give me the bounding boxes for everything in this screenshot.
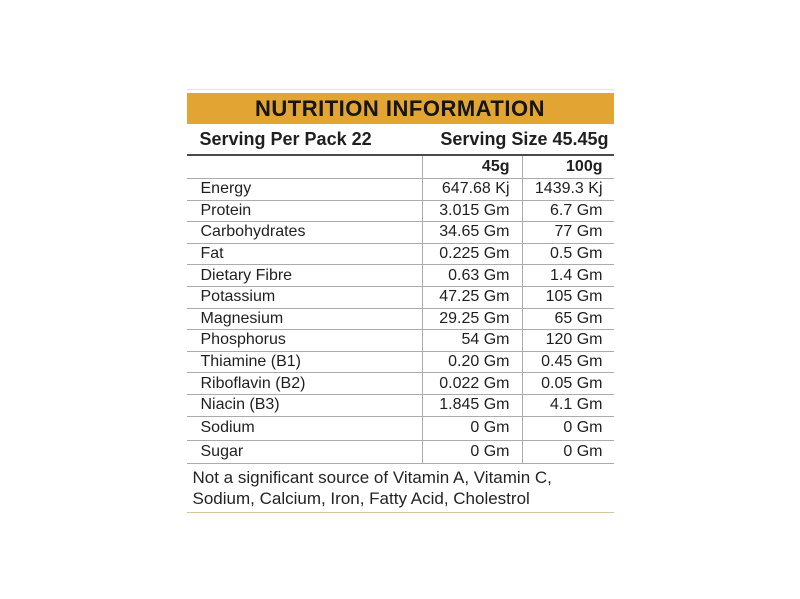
value-45g: 0.20 Gm	[422, 352, 522, 373]
nutrient-name: Energy	[200, 180, 252, 198]
nutrient-name: Sugar	[200, 442, 244, 460]
value-45g: 34.65 Gm	[422, 222, 522, 243]
value-45g: 1.845 Gm	[422, 395, 522, 416]
bottom-accent-line	[187, 512, 614, 513]
nutrient-name: Protein	[200, 201, 252, 219]
serving-per-pack: Serving Per Pack 22	[199, 128, 372, 149]
value-45g: 0.022 Gm	[422, 373, 522, 394]
value-45g: 0.225 Gm	[422, 244, 522, 265]
column-header-spacer	[187, 156, 422, 178]
nutrition-table-body	[187, 178, 614, 464]
nutrient-name: Fat	[200, 245, 224, 263]
value-45g: 0 Gm	[422, 417, 522, 440]
nutrient-name: Sodium	[200, 419, 255, 437]
nutrient-name: Dietary Fibre	[200, 266, 293, 284]
value-100g: 0.45 Gm	[522, 352, 614, 373]
table-row	[187, 416, 614, 440]
value-100g: 1439.3 Kj	[522, 179, 614, 200]
page-title: NUTRITION INFORMATION	[255, 95, 545, 121]
nutrient-name: Magnesium	[200, 309, 284, 327]
table-row	[187, 394, 614, 416]
table-row	[187, 200, 614, 222]
table-row	[187, 286, 614, 308]
serving-size: Serving Size 45.45g	[440, 128, 609, 149]
nutrient-name: Thiamine (B1)	[200, 353, 301, 371]
value-100g: 4.1 Gm	[522, 395, 614, 416]
nutrient-name: Phosphorus	[200, 331, 286, 349]
title-bar	[187, 93, 614, 124]
value-100g: 65 Gm	[522, 309, 614, 330]
table-row	[187, 329, 614, 351]
value-45g: 647.68 Kj	[422, 179, 522, 200]
value-100g: 77 Gm	[522, 222, 614, 243]
value-45g: 29.25 Gm	[422, 309, 522, 330]
value-100g: 120 Gm	[522, 330, 614, 351]
nutrient-name: Carbohydrates	[200, 223, 306, 241]
column-header-45g: 45g	[422, 156, 522, 178]
table-row	[187, 440, 614, 464]
table-row	[187, 221, 614, 243]
table-row	[187, 372, 614, 394]
footer-note: Not a significant source of Vitamin A, Vitamin C, Sodium, Calcium, Iron, Fatty Acid, Cholestrol	[192, 467, 552, 508]
table-row	[187, 264, 614, 286]
value-100g: 0 Gm	[522, 441, 614, 463]
nutrient-name: Riboflavin (B2)	[200, 374, 306, 392]
value-45g: 54 Gm	[422, 330, 522, 351]
serving-info-row	[187, 124, 614, 156]
value-100g: 1.4 Gm	[522, 265, 614, 286]
column-header-100g: 100g	[522, 156, 614, 178]
table-row	[187, 178, 614, 200]
value-100g: 0 Gm	[522, 417, 614, 440]
nutrient-name: Niacin (B3)	[200, 396, 280, 414]
table-row	[187, 351, 614, 373]
column-header-row	[187, 156, 614, 178]
value-100g: 6.7 Gm	[522, 201, 614, 222]
value-45g: 0 Gm	[422, 441, 522, 463]
nutrient-name: Potassium	[200, 288, 276, 306]
top-accent-line	[187, 89, 614, 90]
table-row	[187, 308, 614, 330]
nutrition-label	[187, 0, 614, 513]
value-100g: 0.5 Gm	[522, 244, 614, 265]
value-100g: 0.05 Gm	[522, 373, 614, 394]
table-row	[187, 243, 614, 265]
value-45g: 47.25 Gm	[422, 287, 522, 308]
value-100g: 105 Gm	[522, 287, 614, 308]
value-45g: 0.63 Gm	[422, 265, 522, 286]
value-45g: 3.015 Gm	[422, 201, 522, 222]
